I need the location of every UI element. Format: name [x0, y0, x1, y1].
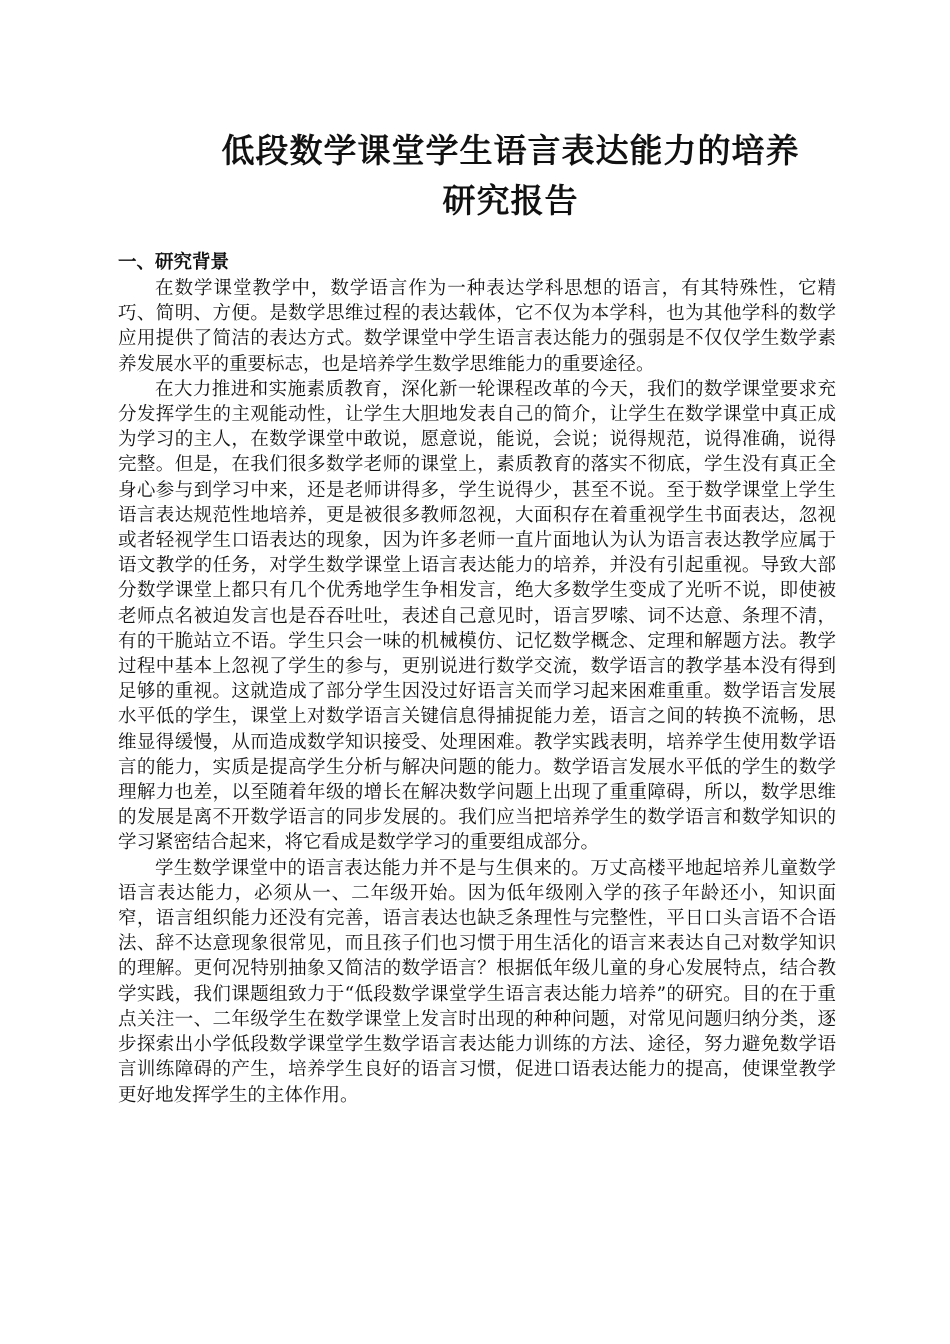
paragraph-2: 在大力推进和实施素质教育，深化新一轮课程改革的今天，我们的数学课堂要求充分发挥学生的主观能动性，让学生大胆地发表自己的简介，让学生在数学课堂中真正成为学习的主人，在数学课堂中敢说，愿意说，能说，会说；说得规范，说得准确，说得完整。但是，在我们很多数学老师的课堂上，素质教育的落实不彻底，学生没有真正全身心参与到学习中来，还是老师讲得多，学生说得少，甚至不说。至于数学课堂上学生语言表达规范性地培养，更是被很多教师忽视，大面积存在着重视学生书面表达，忽视或者轻视学生口语表达的现象，因为许多老师一直片面地认为认为语言表达教学应属于语文教学的任务，对学生数学课堂上语言表达能力的培养，并没有引起重视。导致大部分数学课堂上都只有几个优秀地学生争相发言，绝大多数学生变成了光听不说，即使被老师点名被迫发言也是吞吞吐吐，表述自己意见时，语言罗嗦、词不达意、条理不清，有的干脆站立不语。学生只会一味的机械模仿、记忆数学概念、定理和解题方法。教学过程中基本上忽视了学生的参与，更别说进行数学交流，数学语言的教学基本没有得到足够的重视。这就造成了部分学生因没过好语言关而学习起来困难重重。数学语言发展水平低的学生，课堂上对数学语言关键信息得捕捉能力差，语言之间的转换不流畅，思维显得缓慢，从而造成数学知识接受、处理困难。教学实践表明，培养学生使用数学语言的能力，实质是提高学生分析与解决问题的能力。数学语言发展水平低的学生的数学理解力也差，以至随着年级的增长在解决数学问题上出现了重重障碍，所以，数学思维的发展是离不开数学语言的同步发展的。我们应当把培养学生的数学语言和数学知识的学习紧密结合起来，将它看成是数学学习的重要组成部分。	[118, 378, 836, 854]
document-title-line-1: 低段数学课堂学生语言表达能力的培养	[221, 131, 800, 170]
paragraph-3: 学生数学课堂中的语言表达能力并不是与生俱来的。万丈高楼平地起培养儿童数学语言表达能力，必须从一、二年级开始。因为低年级刚入学的孩子年龄还小，知识面窄，语言组织能力还没有完善，语言表达也缺乏条理性与完整性，平日口头言语不合语法、辞不达意现象很常见，而且孩子们也习惯于用生活化的语言来表达自己对数学知识的理解。更何况特别抽象又简洁的数学语言？根据低年级儿童的身心发展特点，结合教学实践，我们课题组致力于“低段数学课堂学生语言表达能力培养”的研究。目的在于重点关注一、二年级学生在数学课堂上发言时出现的种种问题，对常见问题归纳分类，逐步探索出小学低段数学课堂学生数学语言表达能力训练的方法、途径，努力避免数学语言训练障碍的产生，培养学生良好的语言习惯，促进口语表达能力的提高，使课堂教学更好地发挥学生的主体作用。	[118, 857, 836, 1106]
section-heading: 一、研究背景	[118, 252, 230, 273]
paragraph-1: 在数学课堂教学中，数学语言作为一种表达学科思想的语言，有其特殊性，它精巧、简明、方便。是数学思维过程的表达载体，它不仅为本学科，也为其他学科的数学应用提供了简洁的表达方式。数学课堂中学生语言表达能力的强弱是不仅仅学生数学素养发展水平的重要标志，也是培养学生数学思维能力的重要途径。	[118, 278, 836, 375]
body-text	[118, 276, 836, 1108]
document-title-line-2: 研究报告	[442, 181, 579, 220]
